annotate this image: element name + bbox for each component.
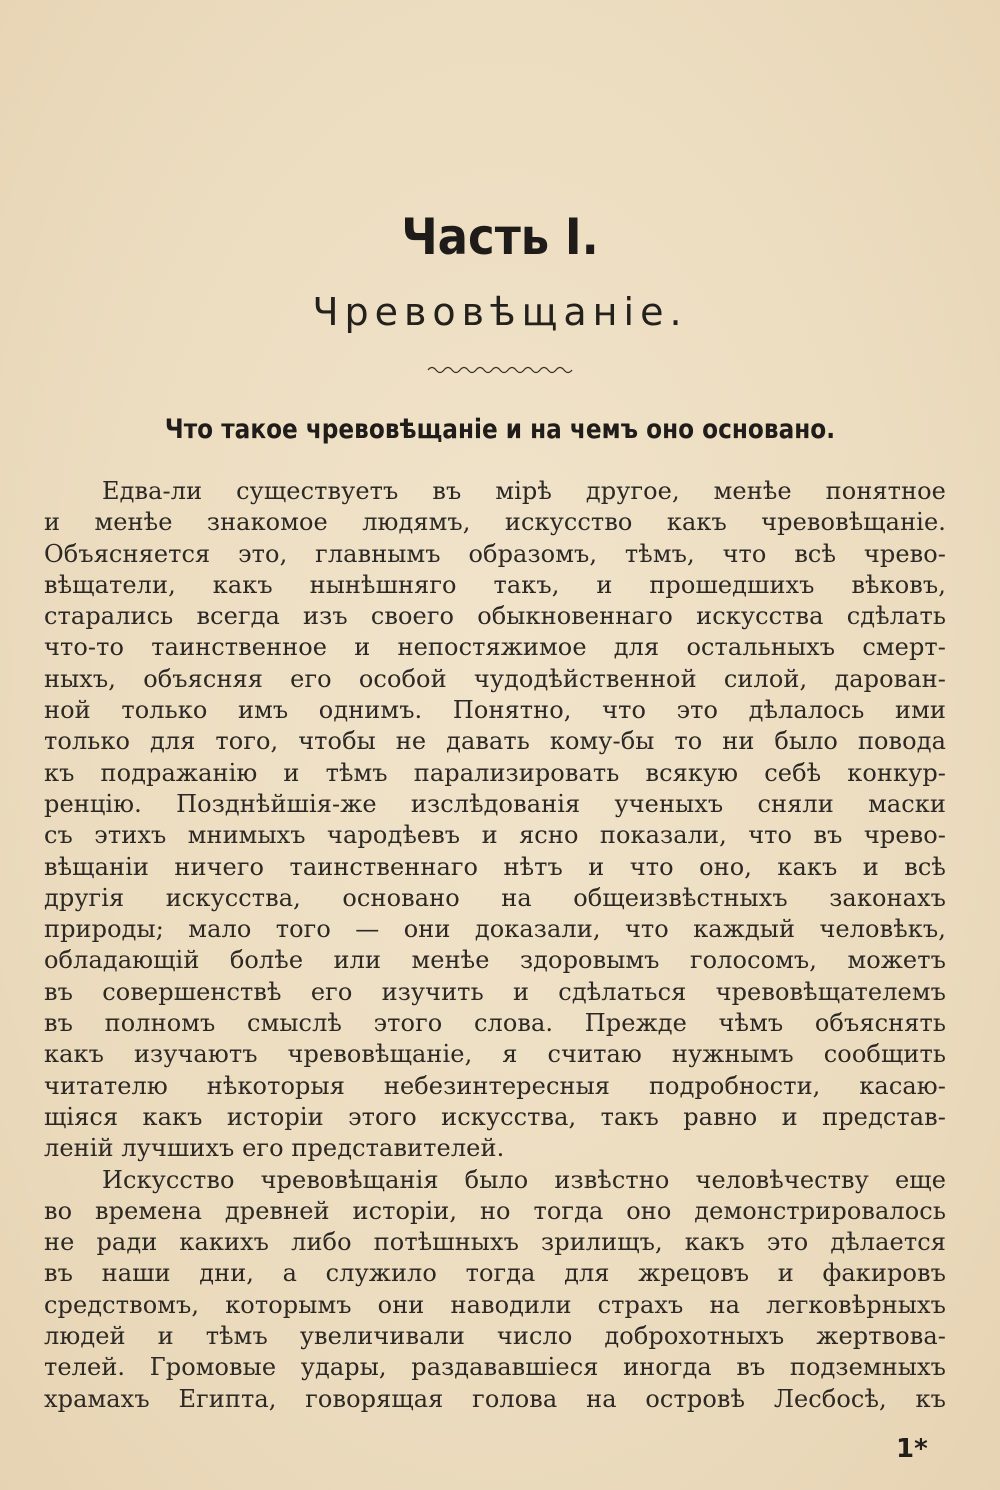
text-line: въ совершенствѣ его изучить и сдѣлаться чревовѣщателемъ: [44, 977, 946, 1006]
text-line: Объясняется это, главнымъ образомъ, тѣмъ, что всѣ чрево-: [44, 539, 946, 568]
text-line: природы; мало того — они доказали, что каждый человѣкъ,: [44, 915, 946, 944]
text-line: Искусство чревовѣщанія было извѣстно человѣчеству еще: [102, 1165, 946, 1194]
text-line: вѣщатели, какъ нынѣшняго такъ, и прошедшихъ вѣковъ,: [44, 570, 946, 599]
text-line: вѣщаніи ничего таинственнаго нѣтъ и что оно, какъ и всѣ: [44, 852, 946, 881]
text-line: Едва-ли существуетъ въ мірѣ другое, менѣе понятное: [102, 477, 946, 505]
text-line: телей. Громовые удары, раздававшіеся иногда въ подземныхъ: [44, 1353, 946, 1382]
text-line: храмахъ Египта, говорящая голова на островѣ Лесбосѣ, къ: [44, 1384, 946, 1413]
text-line: къ подражанію и тѣмъ парализировать всякую себѣ конкур-: [44, 758, 946, 787]
wavy-line-ornament-icon: [426, 364, 574, 376]
text-line: съ этихъ мнимыхъ чародѣевъ и ясно показали, что въ чрево-: [44, 821, 946, 850]
body-text: [44, 476, 946, 1415]
chapter-title: Чревовѣщаніе.: [312, 290, 688, 334]
text-line: и менѣе знакомое людямъ, искусство какъ чревовѣщаніе.: [44, 508, 946, 537]
text-line: въ полномъ смыслѣ этого слова. Прежде чѣмъ объяснять: [44, 1009, 946, 1038]
section-heading: Что такое чревовѣщаніе и на чемъ оно основано.: [164, 414, 836, 445]
text-line: не ради какихъ либо потѣшныхъ зрилищъ, какъ это дѣлается: [44, 1228, 946, 1257]
text-line: во времена древней исторіи, но тогда оно демонстрировалось: [44, 1196, 946, 1225]
part-title: Часть I.: [401, 208, 599, 266]
text-line: леній лучшихъ его представителей.: [44, 1134, 505, 1163]
paragraph: [44, 476, 946, 1165]
page-number: 1*: [896, 1434, 928, 1464]
text-line: обладающій болѣе или менѣе здоровымъ голосомъ, можетъ: [44, 946, 946, 975]
paragraph: [44, 1165, 946, 1415]
text-line: щіяся какъ исторіи этого искусства, такъ равно и представ-: [44, 1102, 946, 1131]
text-line: другія искусства, основано на общеизвѣстныхъ законахъ: [44, 883, 946, 912]
text-line: ныхъ, объясняя его особой чудодѣйственной силой, дарован-: [44, 664, 946, 693]
text-line: ренцію. Позднѣйшія-же изслѣдованія ученыхъ сняли маски: [44, 789, 946, 818]
text-line: что-то таинственное и непостяжимое для остальныхъ смерт-: [44, 633, 946, 662]
text-line: только для того, чтобы не давать кому-бы то ни было повода: [44, 727, 946, 756]
text-line: людей и тѣмъ увеличивали число доброхотныхъ жертвова-: [44, 1322, 946, 1351]
text-line: въ наши дни, а служило тогда для жрецовъ и факировъ: [44, 1259, 946, 1288]
text-line: читателю нѣкоторыя небезинтересныя подробности, касаю-: [44, 1071, 946, 1100]
text-line: ной только имъ однимъ. Понятно, что это дѣлалось ими: [44, 696, 946, 725]
text-line: какъ изучаютъ чревовѣщаніе, я считаю нужнымъ сообщить: [44, 1040, 946, 1069]
text-line: средствомъ, которымъ они наводили страхъ на легковѣрныхъ: [44, 1290, 946, 1319]
text-line: старались всегда изъ своего обыкновеннаго искусства сдѣлать: [44, 602, 946, 631]
